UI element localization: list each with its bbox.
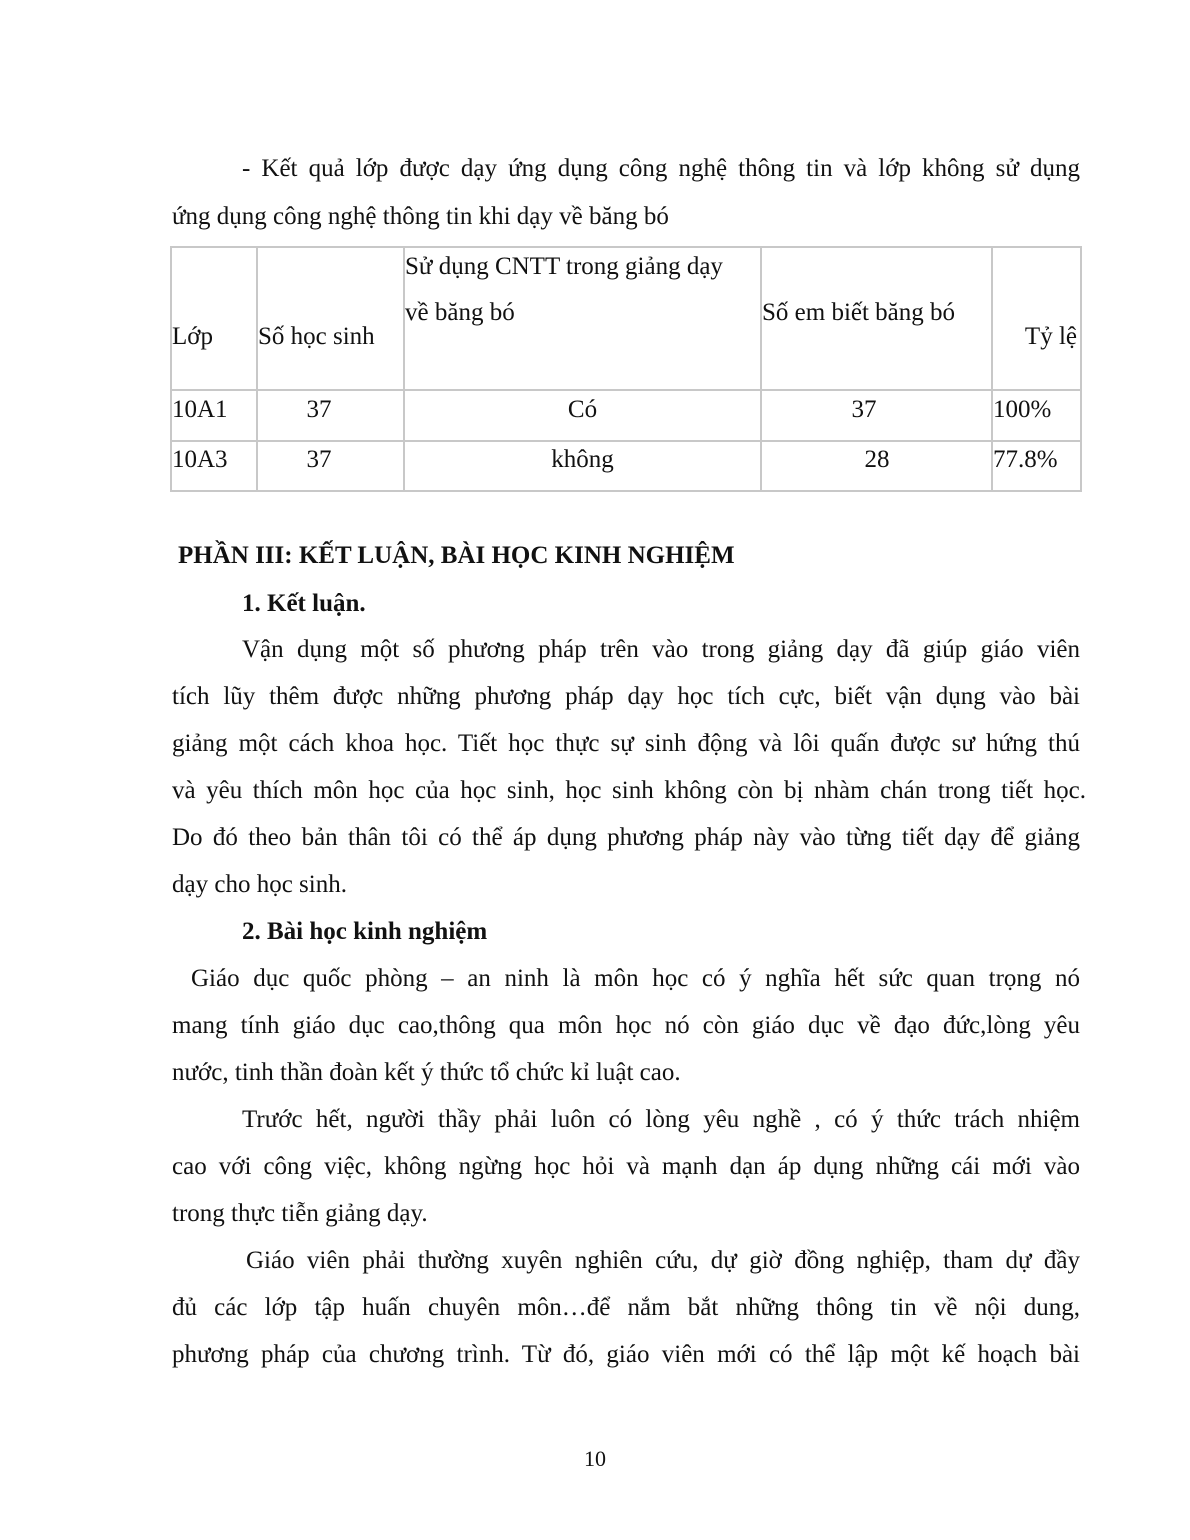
header-so-em-biet: Số em biết băng bó <box>762 299 956 326</box>
row-1-so-hoc-sinh: 37 <box>306 396 332 423</box>
lesson-paragraph-2-line: cao với công việc, không ngừng học hỏi và mạnh dạn áp dụng những cái mới vào <box>172 1153 1080 1180</box>
lesson-paragraph-2-line: Trước hết, người thầy phải luôn có lòng yêu nghề , có ý thức trách nhiệm <box>242 1106 1080 1133</box>
intro-line-2: ứng dụng công nghệ thông tin khi dạy về băng bó <box>172 203 669 230</box>
header-so-hoc-sinh: Số học sinh <box>258 323 375 350</box>
lesson-paragraph-3-line: Giáo viên phải thường xuyên nghiên cứu, dự giờ đồng nghiệp, tham dự đầy <box>246 1247 1080 1274</box>
intro-line-1: - Kết quả lớp được dạy ứng dụng công nghệ thông tin và lớp không sử dụng <box>242 155 1080 182</box>
conclusion-line: dạy cho học sinh. <box>172 871 347 898</box>
lesson-paragraph-3-line: phương pháp của chương trình. Từ đó, giáo viên mới có thể lập một kế hoạch bài <box>172 1341 1080 1368</box>
row-1-cntt: Có <box>567 396 598 423</box>
lesson-paragraph-3-line: đủ các lớp tập huấn chuyên môn…để nắm bắt những thông tin về nội dung, <box>172 1294 1080 1321</box>
page-number: 10 <box>584 1446 606 1471</box>
conclusion-line: và yêu thích môn học của học sinh, học sinh không còn bị nhàm chán trong tiết học. <box>172 777 1086 804</box>
lesson-paragraph-1-line: mang tính giáo dục cao,thông qua môn học nó còn giáo dục về đạo đức,lòng yêu <box>172 1012 1080 1039</box>
conclusion-line: tích lũy thêm được những phương pháp dạy học tích cực, biết vận dụng vào bài <box>172 683 1080 710</box>
section-2-heading: 2. Bài học kinh nghiệm <box>242 918 488 945</box>
row-2-lop: 10A3 <box>172 446 228 473</box>
lesson-paragraph-1-line: Giáo dục quốc phòng – an ninh là môn học có ý nghĩa hết sức quan trọng nó <box>191 965 1080 992</box>
row-2-ty-le: 77.8% <box>993 446 1058 473</box>
table-row-divider <box>170 440 1082 442</box>
table-row-divider <box>170 389 1082 391</box>
conclusion-line: Vận dụng một số phương pháp trên vào trong giảng dạy đã giúp giáo viên <box>242 636 1080 663</box>
lesson-paragraph-2-line: trong thực tiễn giảng dạy. <box>172 1200 428 1227</box>
header-lop: Lớp <box>172 323 213 350</box>
conclusion-line: Do đó theo bản thân tôi có thể áp dụng phương pháp này vào từng tiết dạy để giảng <box>172 824 1080 851</box>
row-1-lop: 10A1 <box>172 396 228 423</box>
conclusion-line: giảng một cách khoa học. Tiết học thực sự sinh động và lôi quấn được sư hứng thú <box>172 730 1080 757</box>
results-table <box>170 246 1082 492</box>
row-2-so-hoc-sinh: 37 <box>306 446 332 473</box>
part-3-title: PHẦN III: KẾT LUẬN, BÀI HỌC KINH NGHIỆM <box>178 542 735 569</box>
row-1-ty-le: 100% <box>993 396 1052 423</box>
header-ty-le: Tỷ lệ <box>1024 323 1077 350</box>
section-1-heading: 1. Kết luận. <box>242 590 366 617</box>
row-2-so-em-biet: 28 <box>864 446 890 473</box>
row-2-cntt: không <box>551 446 614 473</box>
lesson-paragraph-1-line: nước, tinh thần đoàn kết ý thức tổ chức kỉ luật cao. <box>172 1059 681 1086</box>
header-cntt-line-2: về băng bó <box>405 299 515 326</box>
row-1-so-em-biet: 37 <box>851 396 877 423</box>
header-cntt-line-1: Sử dụng CNTT trong giảng dạy <box>405 253 723 280</box>
